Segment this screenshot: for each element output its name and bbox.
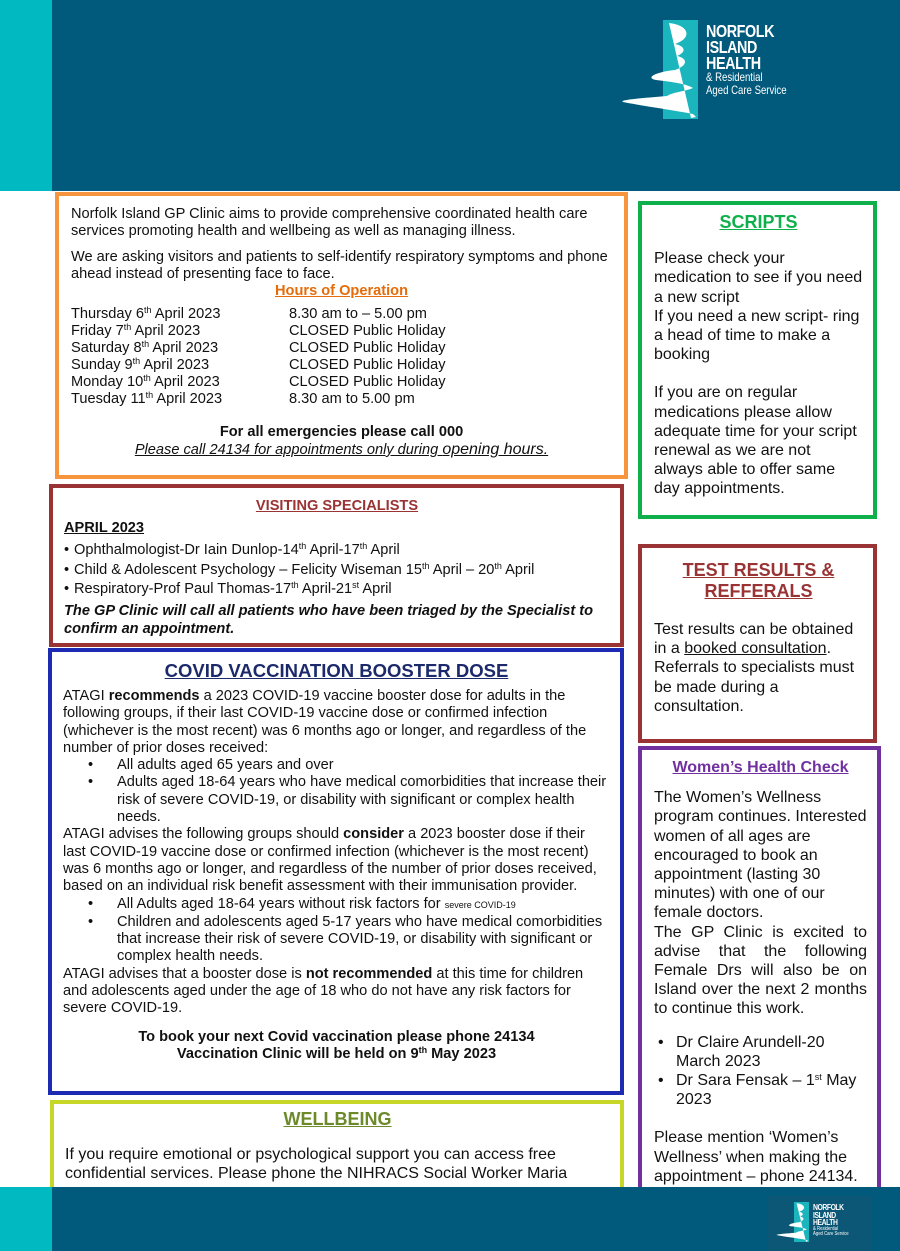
superscript: th — [359, 541, 368, 551]
covid-booking-info — [63, 1029, 610, 1064]
superscript: th — [123, 322, 132, 332]
text: a 2023 booster dose if their last COVID-19 vaccine dose or confirmed infection (whichever is the most recent) was 6 months ago or longer, and regardless of the number of prior doses received, based on an individual risk benefit assessment with their immunisation provider. — [63, 826, 597, 895]
clinic-date — [63, 1046, 610, 1063]
list-item-text: Children and adolescents aged 5-17 years who have medical comorbidities that increase their risk of severe COVID-19, or disability with significant or complex health needs. — [117, 913, 603, 965]
text: April 2023 — [150, 374, 220, 390]
womens-paragraph-3: Please mention ‘Women’s Wellness’ when making the appointment – phone 24134. — [654, 1129, 858, 1185]
list-item — [654, 1071, 867, 1109]
specialist-item — [64, 561, 610, 581]
appointments-notice — [71, 441, 612, 459]
brand-logo — [611, 20, 807, 119]
text: ATAGI advises the following groups should — [63, 826, 344, 843]
test-results-section — [638, 544, 877, 743]
superscript: th — [298, 541, 307, 551]
text: Dr Sara Fensak – 1 — [676, 1072, 815, 1090]
text: Thursday 6 — [71, 306, 145, 322]
specialist-item — [64, 580, 610, 600]
logo-line-3: HEALTH — [813, 1218, 838, 1227]
wellbeing-title: WELLBEING — [283, 1109, 392, 1129]
specialist-text — [74, 580, 392, 600]
scripts-paragraph-2: If you need a new script- ring a head of time to make a booking — [654, 307, 860, 364]
hours-section — [55, 192, 628, 479]
womens-paragraph-2: The GP Clinic is excited to advise that the following Female Drs will also be on Island over the next 2 months to continue this work. — [654, 923, 867, 1018]
bullet-icon: • — [64, 561, 70, 578]
list-item-text — [117, 896, 610, 914]
specialists-note: The GP Clinic will call all patients who have been triaged by the Specialist to confirm an appointment. — [64, 602, 594, 637]
text: severe COVID-19 — [444, 899, 516, 910]
footer-logo-panel — [768, 1196, 872, 1251]
footer-accent-strip — [0, 1187, 52, 1251]
emphasis: recommends — [108, 688, 200, 704]
hours-time: CLOSED Public Holiday — [289, 323, 446, 339]
superscript: th — [144, 305, 152, 315]
intro-paragraph-1: Norfolk Island GP Clinic aims to provide comprehensive coordinated health care services promoting health and wellbeing as well as managing illness. — [71, 206, 588, 239]
logo-line-1: NORFOLK — [706, 21, 775, 41]
hours-row — [71, 357, 612, 374]
superscript: th — [143, 373, 151, 383]
specialists-list — [64, 541, 610, 600]
hours-row — [71, 306, 612, 323]
wellbeing-text: If you require emotional or psychological support you can access free confidential services. Please phone the NIHRACS Social Worker Maria — [65, 1145, 568, 1182]
list-item — [63, 914, 610, 966]
text: Monday 10 — [71, 374, 144, 390]
text: Respiratory-Prof Paul Thomas-17 — [74, 581, 292, 597]
text: . Referrals to specialists must be made during a consultation. — [654, 640, 855, 715]
text: April 2023 — [131, 323, 201, 339]
visiting-specialists-section — [49, 484, 624, 647]
text: April — [359, 581, 392, 597]
hours-row — [71, 374, 612, 391]
hours-row — [71, 340, 612, 357]
hours-day — [71, 340, 289, 357]
womens-paragraph-1: The Women’s Wellness program continues. Interested women of all ages are encouraged to book an appointment (lasting 30 minutes) with one of our female doctors. — [654, 789, 867, 922]
superscript: st — [814, 1072, 822, 1083]
booking-phone: To book your next Covid vaccination please phone 24134 — [138, 1028, 535, 1045]
hours-day — [71, 374, 289, 391]
superscript: th — [494, 560, 502, 571]
bullet-icon: • — [88, 895, 94, 912]
list-item — [654, 1033, 867, 1071]
specialists-title: VISITING SPECIALISTS — [255, 498, 419, 514]
header-banner — [0, 0, 900, 191]
text: a 2023 COVID-19 vaccine booster dose for adults in the following groups, if their last COVID-19 vaccine dose or confirmed infection (whichever is the most recent) was 6 months ago or longer, and regardless of the number of prior doses received: — [63, 688, 587, 756]
text: ATAGI advises that a booster dose is — [63, 965, 306, 982]
logo-tagline-1: & Residential — [706, 70, 763, 84]
covid-title: COVID VACCINATION BOOSTER DOSE — [164, 660, 509, 681]
covid-paragraph-3 — [63, 966, 610, 1018]
hours-time: CLOSED Public Holiday — [289, 340, 446, 356]
footer-logo — [776, 1202, 855, 1242]
logo-mark-icon — [663, 20, 698, 119]
test-results-title: TEST RESULTS & REFFERALS — [682, 560, 835, 601]
emergency-notice: For all emergencies please call 000 — [219, 424, 464, 440]
opening-hours-text: opening hours. — [442, 441, 549, 458]
wellbeing-section — [50, 1100, 624, 1200]
list-item-text: Adults aged 18-64 years who have medical comorbidities that increase their risk of severe COVID-19, or disability with significant or complex health needs. — [117, 774, 607, 826]
superscript: st — [352, 580, 360, 590]
superscript: th — [145, 390, 154, 400]
text: Ophthalmologist-Dr Iain Dunlop-14 — [74, 542, 299, 558]
text: April-21 — [298, 581, 353, 597]
logo-line-3: HEALTH — [706, 53, 761, 73]
appointments-text: Please call 24134 for appointments only during — [134, 442, 443, 458]
test-results-text — [654, 620, 863, 716]
text: April-17 — [306, 542, 360, 558]
header-accent-strip — [0, 0, 52, 191]
specialist-text — [74, 541, 400, 561]
bullet-icon: • — [88, 913, 94, 930]
logo-wordmark — [813, 1204, 855, 1238]
doctor-visit: Dr Claire Arundell-20 March 2023 — [676, 1033, 825, 1070]
covid-list-consider — [63, 896, 610, 966]
doctor-visit — [676, 1071, 867, 1109]
bullet-icon: • — [64, 581, 70, 597]
text: April — [501, 561, 535, 578]
emphasis: booked consultation — [684, 640, 827, 658]
text: May 2023 — [676, 1072, 857, 1109]
hours-day — [71, 357, 289, 374]
hours-time: CLOSED Public Holiday — [289, 374, 446, 390]
specialist-item — [64, 541, 610, 561]
text: May 2023 — [427, 1045, 497, 1062]
text: Saturday 8 — [71, 340, 142, 356]
superscript: th — [141, 339, 150, 349]
scripts-paragraph-3: If you are on regular medications please allow adequate time for your script renewal as we are not always able to offer same day appointments. — [654, 384, 857, 498]
hours-title: Hours of Operation — [275, 283, 408, 299]
hours-row — [71, 323, 612, 340]
text: at this time for children and adolescents aged under the age of 18 who do not have any risk factors for severe COVID-19. — [63, 965, 584, 1017]
logo-tagline-2: Aged Care Service — [706, 83, 787, 97]
superscript: th — [421, 560, 430, 571]
hours-time: CLOSED Public Holiday — [289, 357, 446, 373]
womens-health-title: Women’s Health Check — [672, 759, 849, 776]
text: All Adults aged 18-64 years without risk factors for — [117, 895, 445, 912]
bullet-icon: • — [88, 774, 94, 791]
hours-table — [71, 306, 612, 408]
covid-list-recommended — [63, 757, 610, 826]
footer-banner — [0, 1187, 900, 1251]
logo-line-1: NORFOLK — [813, 1203, 844, 1212]
logo-mark-icon — [794, 1202, 809, 1242]
list-item-text: All adults aged 65 years and over — [117, 757, 334, 774]
hours-day — [71, 323, 289, 340]
logo-tagline-2: Aged Care Service — [813, 1231, 849, 1237]
text: April – 20 — [429, 561, 495, 578]
logo-line-2: ISLAND — [813, 1210, 836, 1220]
text: April 2023 — [149, 340, 219, 356]
superscript: th — [418, 1044, 428, 1055]
logo-wordmark — [706, 23, 807, 97]
scripts-paragraph-1: Please check your medication to see if you need a new script — [654, 250, 863, 306]
text: Vaccination Clinic will be held on 9 — [176, 1045, 419, 1062]
list-item — [63, 774, 610, 826]
text: April — [367, 542, 400, 558]
text: ATAGI — [63, 688, 109, 704]
emphasis: not recommended — [305, 965, 433, 982]
covid-booster-section — [48, 648, 624, 1095]
logo-tagline-1: & Residential — [813, 1225, 839, 1232]
text: April 2023 — [151, 306, 221, 322]
hours-row — [71, 391, 612, 408]
specialist-text — [74, 561, 534, 581]
list-item — [63, 757, 610, 774]
scripts-title: SCRIPTS — [719, 212, 798, 232]
covid-paragraph-2 — [63, 826, 610, 895]
text: Sunday 9 — [71, 357, 133, 373]
text: Test results can be obtained in a — [654, 621, 854, 658]
superscript: th — [132, 356, 141, 366]
hours-time: 8.30 am to 5.00 pm — [289, 391, 415, 407]
intro-paragraph-2: We are asking visitors and patients to self-identify respiratory symptoms and phone ahead instead of presenting face to face. — [71, 249, 608, 282]
bullet-icon: • — [88, 757, 94, 774]
text: Friday 7 — [71, 323, 124, 339]
list-item — [63, 896, 610, 914]
hours-time: 8.30 am to – 5.00 pm — [289, 306, 427, 322]
covid-paragraph-1 — [63, 688, 610, 757]
bullet-icon: • — [658, 1033, 664, 1051]
bullet-icon: • — [658, 1072, 664, 1090]
scripts-section — [638, 201, 877, 519]
superscript: th — [291, 580, 299, 590]
text: April 2023 — [153, 391, 223, 407]
text: Child & Adolescent Psychology – Felicity Wiseman 15 — [74, 561, 422, 578]
logo-line-2: ISLAND — [706, 37, 757, 57]
womens-health-section — [638, 746, 881, 1218]
bullet-icon: • — [64, 542, 70, 558]
hours-day — [71, 391, 289, 408]
text: Tuesday 11 — [71, 391, 146, 407]
emphasis: consider — [343, 826, 404, 843]
text: April 2023 — [140, 357, 210, 373]
specialists-month: APRIL 2023 — [64, 519, 145, 536]
hours-day — [71, 306, 289, 323]
